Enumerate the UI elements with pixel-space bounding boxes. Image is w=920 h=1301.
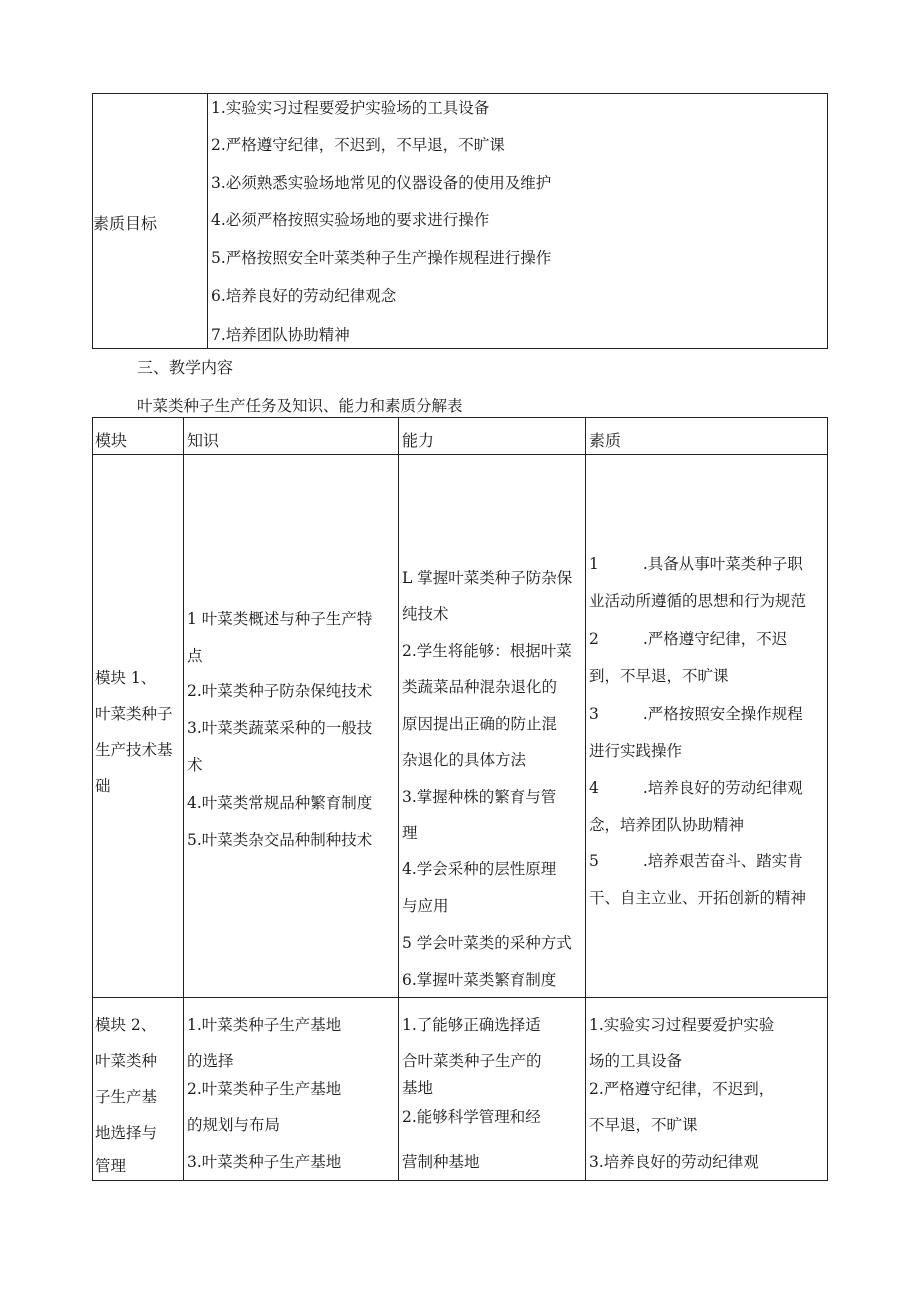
- quality-goal-item: 1.实验实习过程要爱护实验场的工具设备: [211, 99, 490, 117]
- quality-text: 场的工具设备: [589, 1052, 683, 1070]
- quality-goal-item: 6.培养良好的劳动纪律观念: [211, 287, 397, 305]
- knowledge-text: 5.叶菜类杂交品种制种技术: [187, 831, 373, 849]
- module-text: 模块 1、: [95, 669, 157, 687]
- ability-text: 杂退化的具体方法: [402, 751, 527, 769]
- ability-text: 基地: [402, 1079, 434, 1097]
- quality-goal-item: 2.严格遵守纪律，不迟到，不早退，不旷课: [211, 136, 505, 154]
- ability-text: 1.了能够正确选择适: [402, 1016, 541, 1034]
- quality-text: 念，培养团队协助精神: [589, 816, 745, 834]
- section-heading: 三、教学内容: [137, 358, 234, 377]
- quality-text: 1 .具备从事叶菜类种子职: [589, 555, 803, 573]
- module-text: 础: [95, 777, 111, 795]
- ability-text: 3.掌握种株的繁育与管: [402, 788, 557, 806]
- ability-text: 5 学会叶菜类的采种方式: [402, 934, 572, 952]
- column-divider: [398, 418, 399, 1180]
- header-ability: 能力: [402, 431, 435, 450]
- quality-text: 干、自主立业、开拓创新的精神: [589, 889, 807, 907]
- knowledge-text: 4.叶菜类常规品种繁育制度: [187, 794, 373, 812]
- column-divider: [207, 94, 208, 348]
- knowledge-text: 术: [187, 756, 203, 774]
- row-divider: [93, 997, 827, 998]
- ability-text: 2.学生将能够：根据叶菜: [402, 642, 572, 660]
- quality-text: 1.实验实习过程要爱护实验: [589, 1016, 775, 1034]
- ability-text: L 掌握叶菜类种子防杂保: [402, 569, 573, 587]
- knowledge-text: 3.叶菜类种子生产基地: [187, 1153, 342, 1171]
- knowledge-text: 1 叶菜类概述与种子生产特: [187, 610, 373, 628]
- header-module: 模块: [95, 431, 128, 450]
- quality-text: 3 .严格按照安全操作规程: [589, 705, 803, 723]
- quality-text: 进行实践操作: [589, 742, 683, 760]
- quality-goal-item: 4.必须严格按照实验场地的要求进行操作: [211, 211, 490, 229]
- ability-text: 理: [402, 824, 418, 842]
- knowledge-text: 3.叶菜类蔬菜采种的一般技: [187, 719, 373, 737]
- ability-text: 合叶菜类种子生产的: [402, 1052, 542, 1070]
- quality-text: 2.严格遵守纪律，不迟到，: [589, 1080, 775, 1098]
- module-text: 生产技术基: [95, 741, 173, 759]
- quality-goal-item: 5.严格按照安全叶菜类种子生产操作规程进行操作: [211, 249, 552, 267]
- quality-goal-item: 3.必须熟悉实验场地常见的仪器设备的使用及维护: [211, 174, 552, 192]
- knowledge-text: 的规划与布局: [187, 1116, 281, 1134]
- module-text: 叶菜类种: [95, 1052, 158, 1070]
- ability-text: 与应用: [402, 897, 449, 915]
- ability-text: 营制种基地: [402, 1153, 480, 1171]
- quality-text: 不早退，不旷课: [589, 1116, 698, 1134]
- knowledge-text: 的选择: [187, 1052, 234, 1070]
- quality-text: 到，不早退，不旷课: [589, 667, 729, 685]
- header-quality: 素质: [589, 431, 622, 450]
- quality-goals-label: 素质目标: [93, 214, 158, 233]
- table-caption: 叶菜类种子生产任务及知识、能力和素质分解表: [137, 397, 463, 415]
- module-text: 管理: [95, 1157, 127, 1175]
- ability-text: 原因提出正确的防止混: [402, 715, 558, 733]
- quality-text: 3.培养良好的劳动纪律观: [589, 1153, 759, 1171]
- quality-text: 4 .培养良好的劳动纪律观: [589, 779, 803, 797]
- header-knowledge: 知识: [187, 431, 220, 450]
- ability-text: 纯技术: [402, 605, 449, 623]
- knowledge-text: 2.叶菜类种子生产基地: [187, 1080, 342, 1098]
- knowledge-text: 2.叶菜类种子防杂保纯技术: [187, 682, 373, 700]
- ability-text: 4.学会采种的层性原理: [402, 860, 557, 878]
- column-divider: [585, 418, 586, 1180]
- module-text: 模块 2、: [95, 1016, 157, 1034]
- module-text: 叶菜类种子: [95, 705, 173, 723]
- task-breakdown-table: [92, 417, 828, 1181]
- quality-text: 2 .严格遵守纪律，不迟: [589, 630, 788, 648]
- quality-goals-table: [92, 93, 828, 349]
- row-divider: [93, 454, 827, 455]
- ability-text: 6.掌握叶菜类繁育制度: [402, 971, 557, 989]
- ability-text: 类蔬菜品种混杂退化的: [402, 678, 558, 696]
- knowledge-text: 点: [187, 647, 203, 665]
- quality-text: 5 .培养艰苦奋斗、踏实肯: [589, 852, 803, 870]
- module-text: 地选择与: [95, 1124, 158, 1142]
- quality-goal-item: 7.培养团队协助精神: [211, 326, 350, 344]
- quality-text: 业活动所遵循的思想和行为规范: [589, 592, 807, 610]
- ability-text: 2.能够科学管理和经: [402, 1108, 541, 1126]
- knowledge-text: 1.叶菜类种子生产基地: [187, 1016, 342, 1034]
- column-divider: [183, 418, 184, 1180]
- module-text: 子生产基: [95, 1088, 158, 1106]
